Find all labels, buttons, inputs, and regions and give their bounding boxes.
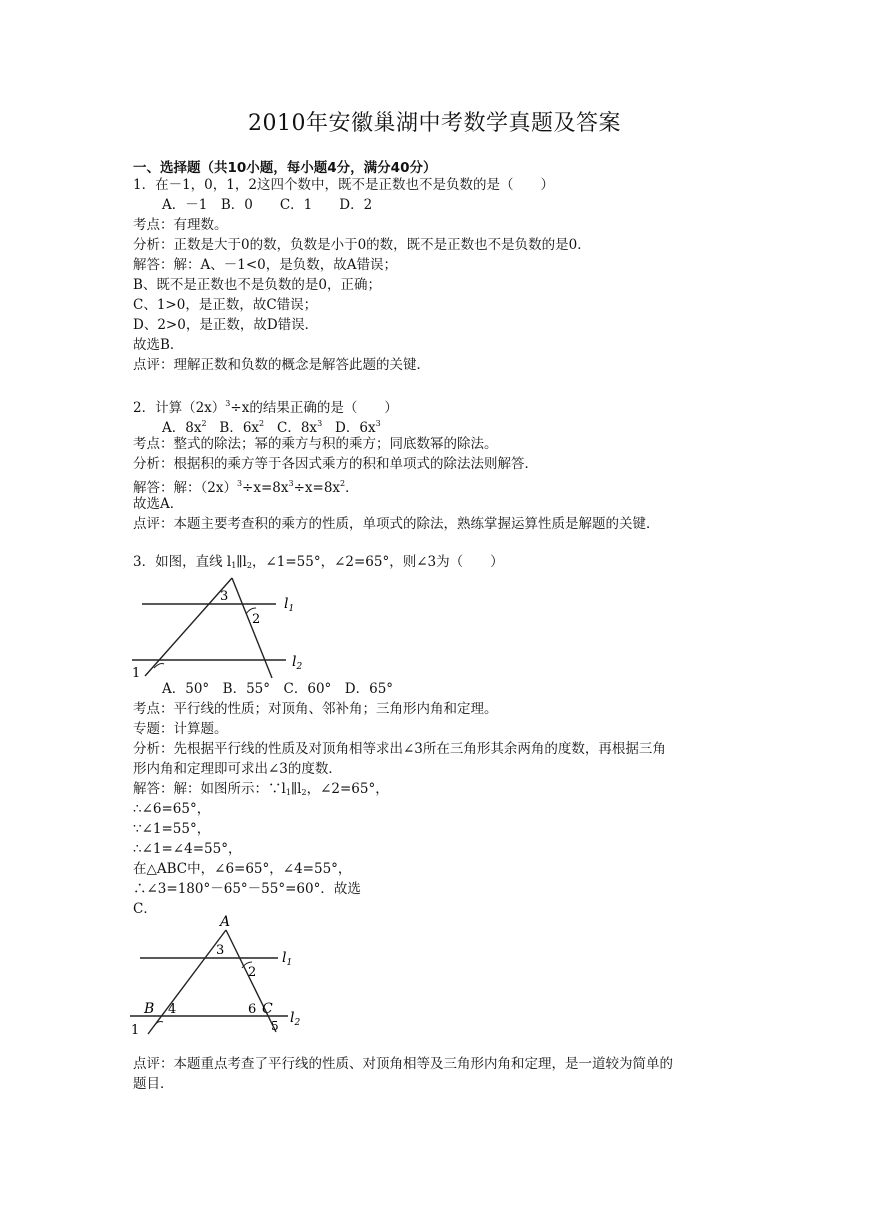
line-l1-label: $l_1$ — [282, 950, 293, 968]
q1-jieda-2: B、既不是正数也不是负数的是0，正确； — [133, 277, 382, 293]
angle-2-label: 2 — [252, 612, 261, 627]
vertex-a-label: A — [220, 914, 231, 930]
transversal-right — [232, 578, 272, 678]
q3-dianping-1: 点评：本题重点考查了平行线的性质、对顶角相等及三角形内角和定理，是一道较为简单的 — [133, 1056, 673, 1072]
q3-fenxi-1: 分析：先根据平行线的性质及对顶角相等求出∠3所在三角形其余两角的度数，再根据三角 — [133, 741, 666, 757]
angle-5-label: 5 — [271, 1019, 279, 1033]
q1-kaodian: 考点：有理数。 — [133, 217, 228, 233]
q3-zhuanti: 专题：计算题。 — [133, 721, 228, 737]
q3-fenxi-2: 形内角和定理即可求出∠3的度数． — [133, 761, 342, 777]
q3-figure-1 — [128, 572, 318, 682]
q1-guxuan: 故选B． — [133, 337, 184, 353]
angle-4-label: 4 — [168, 1002, 177, 1017]
vertex-c-label: C — [262, 1001, 273, 1017]
q1-stem: 1．在－1，0，1，2这四个数中，既不是正数也不是负数的是（ ） — [133, 177, 554, 193]
vertex-b-label: B — [144, 1001, 155, 1017]
q3-jieda-7: C． — [133, 901, 157, 917]
q2-kaodian: 考点：整式的除法；幂的乘方与积的乘方；同底数幂的除法。 — [133, 436, 498, 452]
angle-2-label: 2 — [248, 965, 257, 980]
q2-stem: 2．计算$(2x)^3\div x$的结果正确的是（ ） — [133, 399, 398, 416]
q1-jieda-3: C、1>0，是正数，故C错误； — [133, 297, 318, 313]
q1-dianping: 点评：理解正数和负数的概念是解答此题的关键． — [133, 357, 430, 373]
angle-1-label: 1 — [131, 1023, 140, 1038]
q2-fenxi: 分析：根据积的乘方等于各因式乘方的积和单项式的除法法则解答． — [133, 456, 538, 472]
q3-figure-2 — [128, 912, 328, 1038]
section-heading: 一、选择题（共10小题，每小题4分，满分40分） — [133, 160, 437, 176]
q2-dianping: 点评：本题主要考查积的乘方的性质，单项式的除法，熟练掌握运算性质是解题的关键． — [133, 516, 660, 532]
q3-jieda-3: ∵∠1=55°， — [133, 821, 211, 837]
line-l2-label: $l_2$ — [292, 654, 303, 672]
q2-guxuan: 故选A． — [133, 496, 184, 512]
q1-options: A．－1 B．0 C．1 D．2 — [162, 197, 373, 213]
q2-jieda: 解答：解：$(2x)^3\div x=8x^3\div x=8x^2$． — [133, 479, 359, 496]
side-ab — [148, 930, 226, 1034]
angle-6-label: 6 — [248, 1002, 257, 1017]
page-title: 2010年安徽巢湖中考数学真题及答案 — [248, 111, 621, 136]
q1-jieda-1: 解答：解：A、－1<0，是负数，故A错误； — [133, 257, 397, 273]
angle-1-label: 1 — [132, 666, 141, 681]
q1-fenxi: 分析：正数是大于0的数，负数是小于0的数，既不是正数也不是负数的是0． — [133, 237, 591, 253]
q3-jieda-1: 解答：解：如图所示：$\because l_1\parallel l_2$，∠2=65°， — [133, 781, 389, 797]
q3-dianping-2: 题目． — [133, 1076, 174, 1092]
q3-kaodian: 考点：平行线的性质；对顶角、邻补角；三角形内角和定理。 — [133, 701, 498, 717]
line-l1-label: $l_1$ — [284, 596, 295, 614]
q2-options: A．$8x^2$ B．$6x^2$ C．$8x^3$ D．$6x^3$ — [162, 419, 381, 436]
angle-3-label: 3 — [220, 589, 229, 604]
q3-jieda-2: ∴∠6=65°， — [133, 801, 211, 817]
q3-stem: 3．如图，直线 $l_1\parallel l_2$，∠1=55°，∠2=65°，则∠3为（ ） — [133, 554, 504, 570]
q3-jieda-5: 在△ABC中，∠6=65°，∠4=55°， — [133, 861, 352, 877]
q3-jieda-4: ∴∠1=∠4=55°， — [133, 841, 242, 857]
q1-jieda-4: D、2>0，是正数，故D错误． — [133, 317, 319, 333]
q3-jieda-6: ∴∠3=180°－65°－55°=60°．故选 — [133, 881, 361, 897]
transversal-left — [145, 578, 232, 676]
line-l2-label: $l_2$ — [290, 1010, 301, 1028]
q3-options: A．50° B．55° C．60° D．65° — [162, 681, 394, 697]
angle-3-label: 3 — [216, 943, 225, 958]
